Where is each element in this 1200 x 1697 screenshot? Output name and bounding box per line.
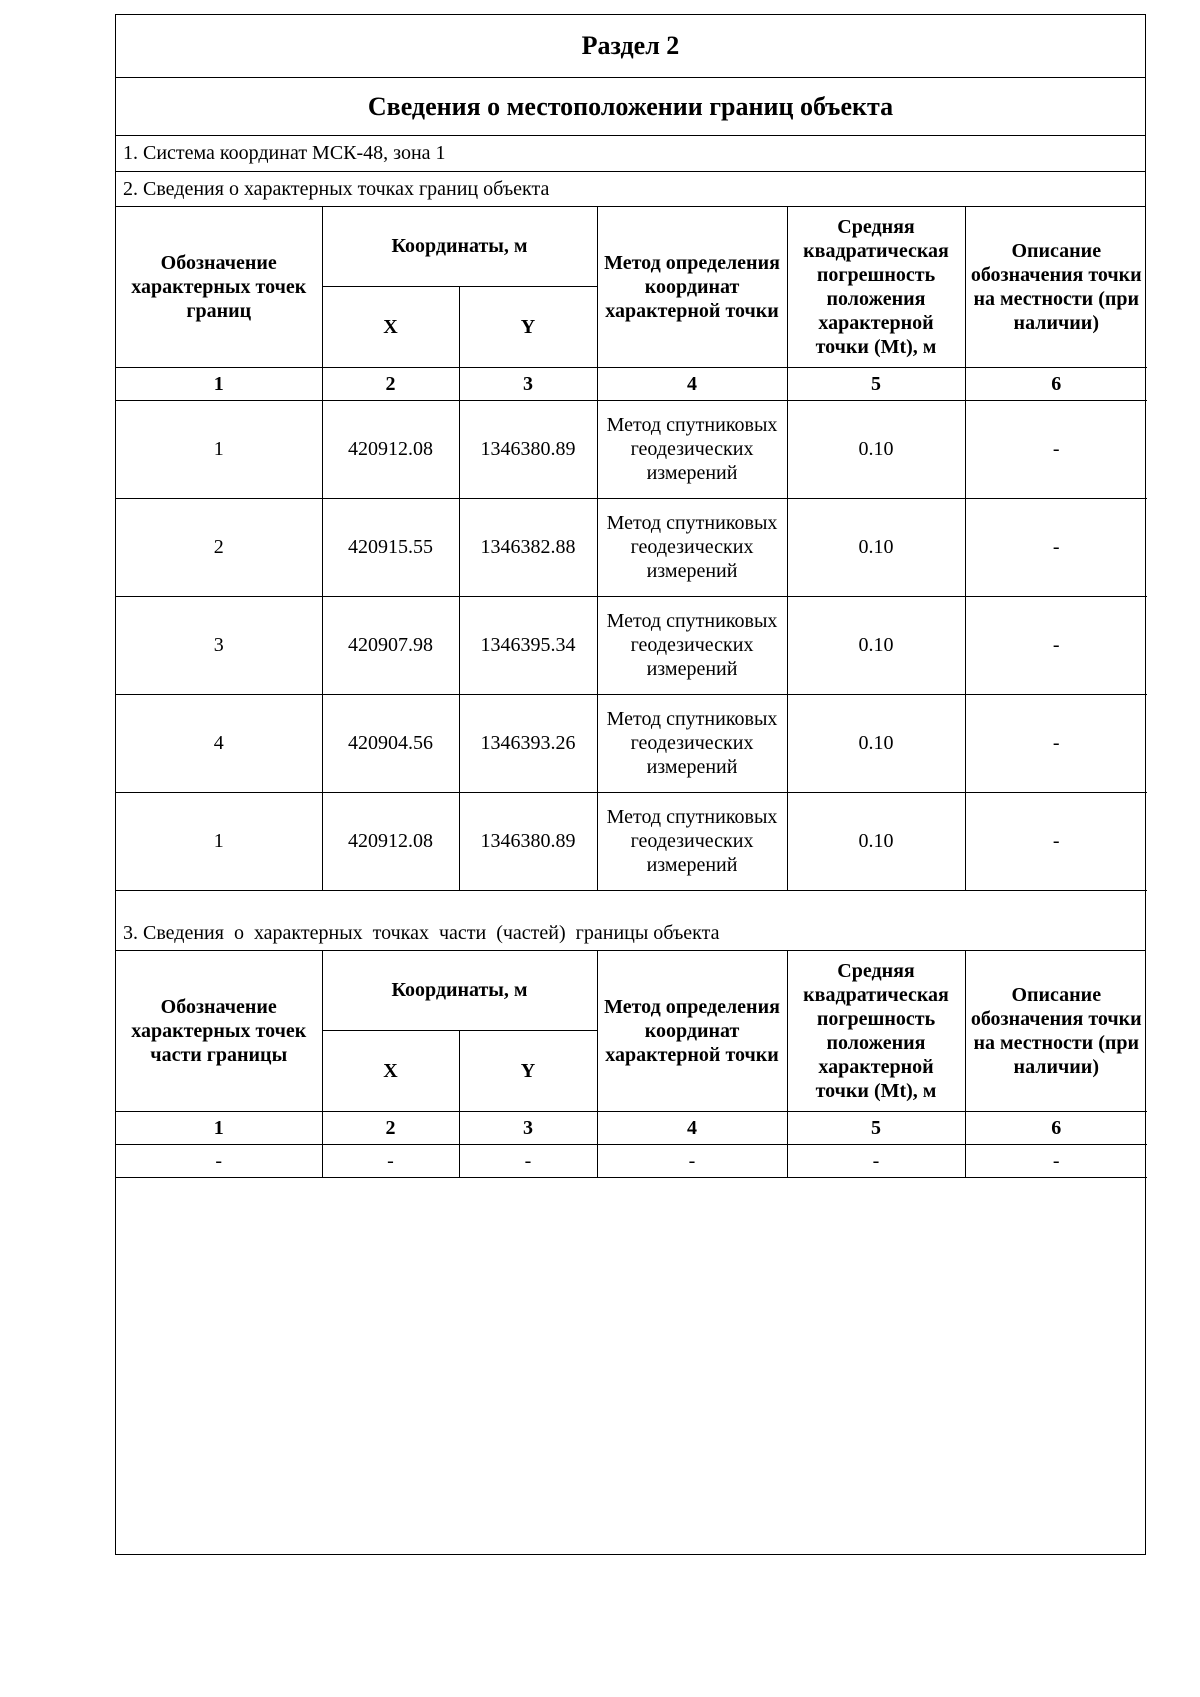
coord-x: 420907.98 <box>322 596 459 694</box>
description: - <box>965 596 1147 694</box>
point-id: 1 <box>116 792 322 890</box>
section-title <box>116 15 1145 78</box>
method: - <box>597 1144 787 1177</box>
description: - <box>965 1144 1147 1177</box>
header-description: Описание обозначения точки на местности (при наличии) <box>965 207 1147 367</box>
coord-x: - <box>322 1144 459 1177</box>
header-x: X <box>322 286 459 367</box>
header-designation: Обозначение характерных точек части границы <box>116 951 322 1111</box>
coord-x: 420915.55 <box>322 498 459 596</box>
point-id: 3 <box>116 596 322 694</box>
description: - <box>965 792 1147 890</box>
description: - <box>965 694 1147 792</box>
coord-y: 1346382.88 <box>459 498 597 596</box>
accuracy: 0.10 <box>787 498 965 596</box>
header-coordinates: Координаты, м <box>322 207 597 286</box>
column-number: 6 <box>965 1111 1147 1144</box>
column-number: 1 <box>116 1111 322 1144</box>
section-subtitle <box>116 78 1145 136</box>
method: Метод спутниковых геодезических измерений <box>597 792 787 890</box>
parts-heading-text: 3. Сведения о характерных точках части (частей) границы объекта <box>123 921 720 944</box>
coord-x: 420912.08 <box>322 400 459 498</box>
table-row <box>116 1144 1147 1177</box>
header-coordinates: Координаты, м <box>322 951 597 1030</box>
header-method: Метод определения координат характерной точки <box>597 951 787 1111</box>
column-number: 3 <box>459 367 597 400</box>
column-number-row <box>116 367 1147 400</box>
coord-x: 420912.08 <box>322 792 459 890</box>
section-title-text: Раздел 2 <box>581 31 680 60</box>
accuracy: - <box>787 1144 965 1177</box>
column-number: 6 <box>965 367 1147 400</box>
point-id: 2 <box>116 498 322 596</box>
column-number: 3 <box>459 1111 597 1144</box>
accuracy: 0.10 <box>787 792 965 890</box>
parts-table <box>116 951 1147 1178</box>
column-number-row <box>116 1111 1147 1144</box>
coord-system-line <box>116 136 1145 172</box>
header-method: Метод определения координат характерной точки <box>597 207 787 367</box>
accuracy: 0.10 <box>787 400 965 498</box>
table-row <box>116 596 1147 694</box>
accuracy: 0.10 <box>787 694 965 792</box>
section-subtitle-text: Сведения о местоположении границ объекта <box>367 91 894 121</box>
points-heading <box>116 172 1145 207</box>
coord-y: 1346380.89 <box>459 792 597 890</box>
column-number: 4 <box>597 367 787 400</box>
coord-system-text: 1. Система координат МСК-48, зона 1 <box>123 142 446 164</box>
method: Метод спутниковых геодезических измерений <box>597 596 787 694</box>
method: Метод спутниковых геодезических измерений <box>597 498 787 596</box>
column-number: 5 <box>787 1111 965 1144</box>
description: - <box>965 498 1147 596</box>
points-table <box>116 207 1147 891</box>
parts-heading <box>116 916 1145 951</box>
header-accuracy: Средняя квадратическая погрешность положения характерной точки (Mt), м <box>787 207 965 367</box>
coord-x: 420904.56 <box>322 694 459 792</box>
point-id: 1 <box>116 400 322 498</box>
header-x: X <box>322 1030 459 1111</box>
table-row <box>116 792 1147 890</box>
header-y: Y <box>459 1030 597 1111</box>
header-designation: Обозначение характерных точек границ <box>116 207 322 367</box>
coord-y: 1346395.34 <box>459 596 597 694</box>
document-frame <box>115 14 1146 1555</box>
column-number: 4 <box>597 1111 787 1144</box>
accuracy: 0.10 <box>787 596 965 694</box>
coord-y: 1346393.26 <box>459 694 597 792</box>
coord-y: 1346380.89 <box>459 400 597 498</box>
description: - <box>965 400 1147 498</box>
table-row <box>116 694 1147 792</box>
point-id: 4 <box>116 694 322 792</box>
column-number: 2 <box>322 367 459 400</box>
points-heading-text: 2. Сведения о характерных точках границ объекта <box>123 177 550 200</box>
table-row <box>116 400 1147 498</box>
header-description: Описание обозначения точки на местности (при наличии) <box>965 951 1147 1111</box>
point-id: - <box>116 1144 322 1177</box>
header-y: Y <box>459 286 597 367</box>
method: Метод спутниковых геодезических измерений <box>597 694 787 792</box>
column-number: 2 <box>322 1111 459 1144</box>
table-row <box>116 498 1147 596</box>
column-number: 1 <box>116 367 322 400</box>
coord-y: - <box>459 1144 597 1177</box>
column-number: 5 <box>787 367 965 400</box>
header-accuracy: Средняя квадратическая погрешность положения характерной точки (Mt), м <box>787 951 965 1111</box>
method: Метод спутниковых геодезических измерений <box>597 400 787 498</box>
